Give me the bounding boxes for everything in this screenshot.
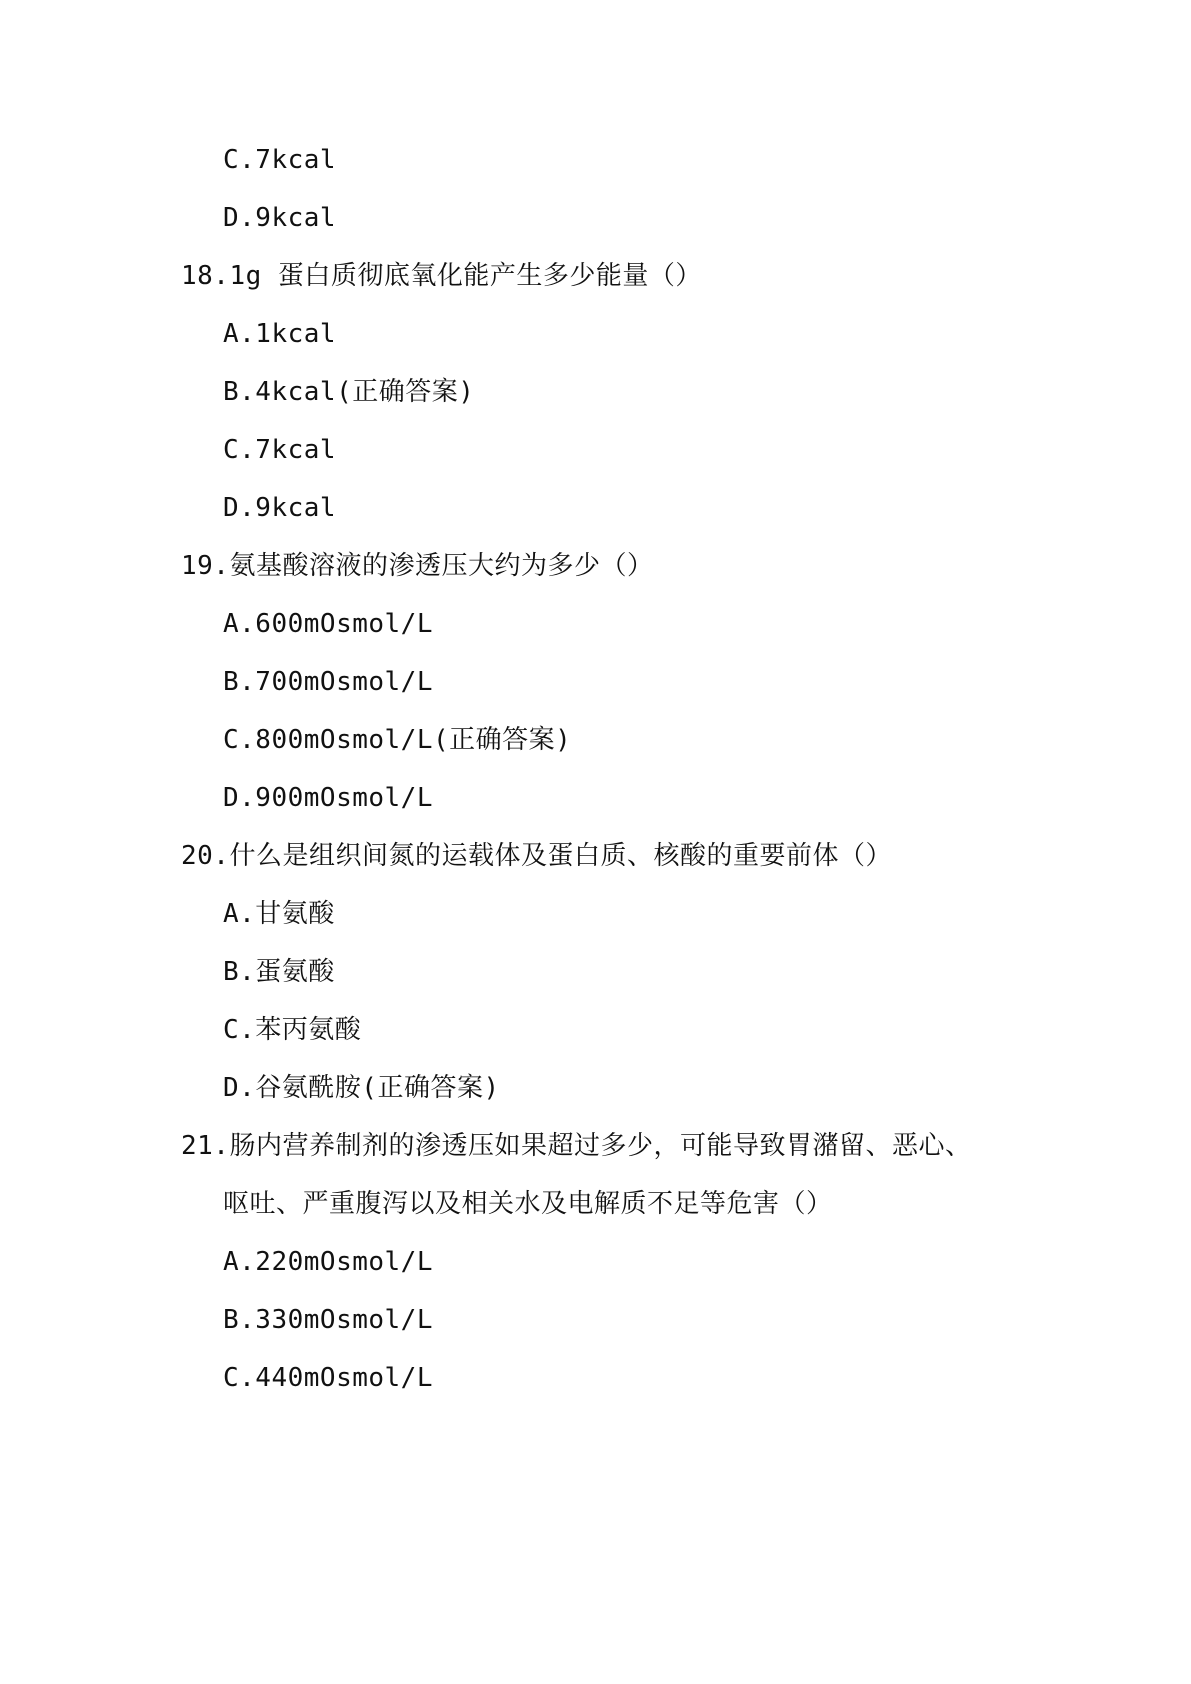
option-21-a: A.220mOsmol/L <box>223 1247 433 1277</box>
option-21-b: B.330mOsmol/L <box>223 1305 433 1335</box>
option-18-c: C.7kcal <box>223 435 337 465</box>
question-21: 21.肠内营养制剂的渗透压如果超过多少，可能导致胃潴留、恶心、 <box>181 1131 972 1161</box>
option-20-d: D.谷氨酰胺(正确答案) <box>223 1073 500 1103</box>
option-18-b: B.4kcal(正确答案) <box>223 377 475 407</box>
option-19-d: D.900mOsmol/L <box>223 783 433 813</box>
option-20-c: C.苯丙氨酸 <box>223 1015 362 1045</box>
question-21-continuation: 呕吐、严重腹泻以及相关水及电解质不足等危害（） <box>223 1189 833 1219</box>
option-19-b: B.700mOsmol/L <box>223 667 433 697</box>
option-20-b: B.蛋氨酸 <box>223 957 335 987</box>
question-19: 19.氨基酸溶液的渗透压大约为多少（） <box>181 551 654 581</box>
question-18: 18.1g 蛋白质彻底氧化能产生多少能量（） <box>181 261 702 291</box>
option-19-c: C.800mOsmol/L(正确答案) <box>223 725 572 755</box>
option-18-a: A.1kcal <box>223 319 337 349</box>
option-17-c: C.7kcal <box>223 145 337 175</box>
option-21-c: C.440mOsmol/L <box>223 1363 433 1393</box>
option-18-d: D.9kcal <box>223 493 337 523</box>
option-19-a: A.600mOsmol/L <box>223 609 433 639</box>
question-20: 20.什么是组织间氮的运载体及蛋白质、核酸的重要前体（） <box>181 841 892 871</box>
option-20-a: A.甘氨酸 <box>223 899 335 929</box>
option-17-d: D.9kcal <box>223 203 337 233</box>
